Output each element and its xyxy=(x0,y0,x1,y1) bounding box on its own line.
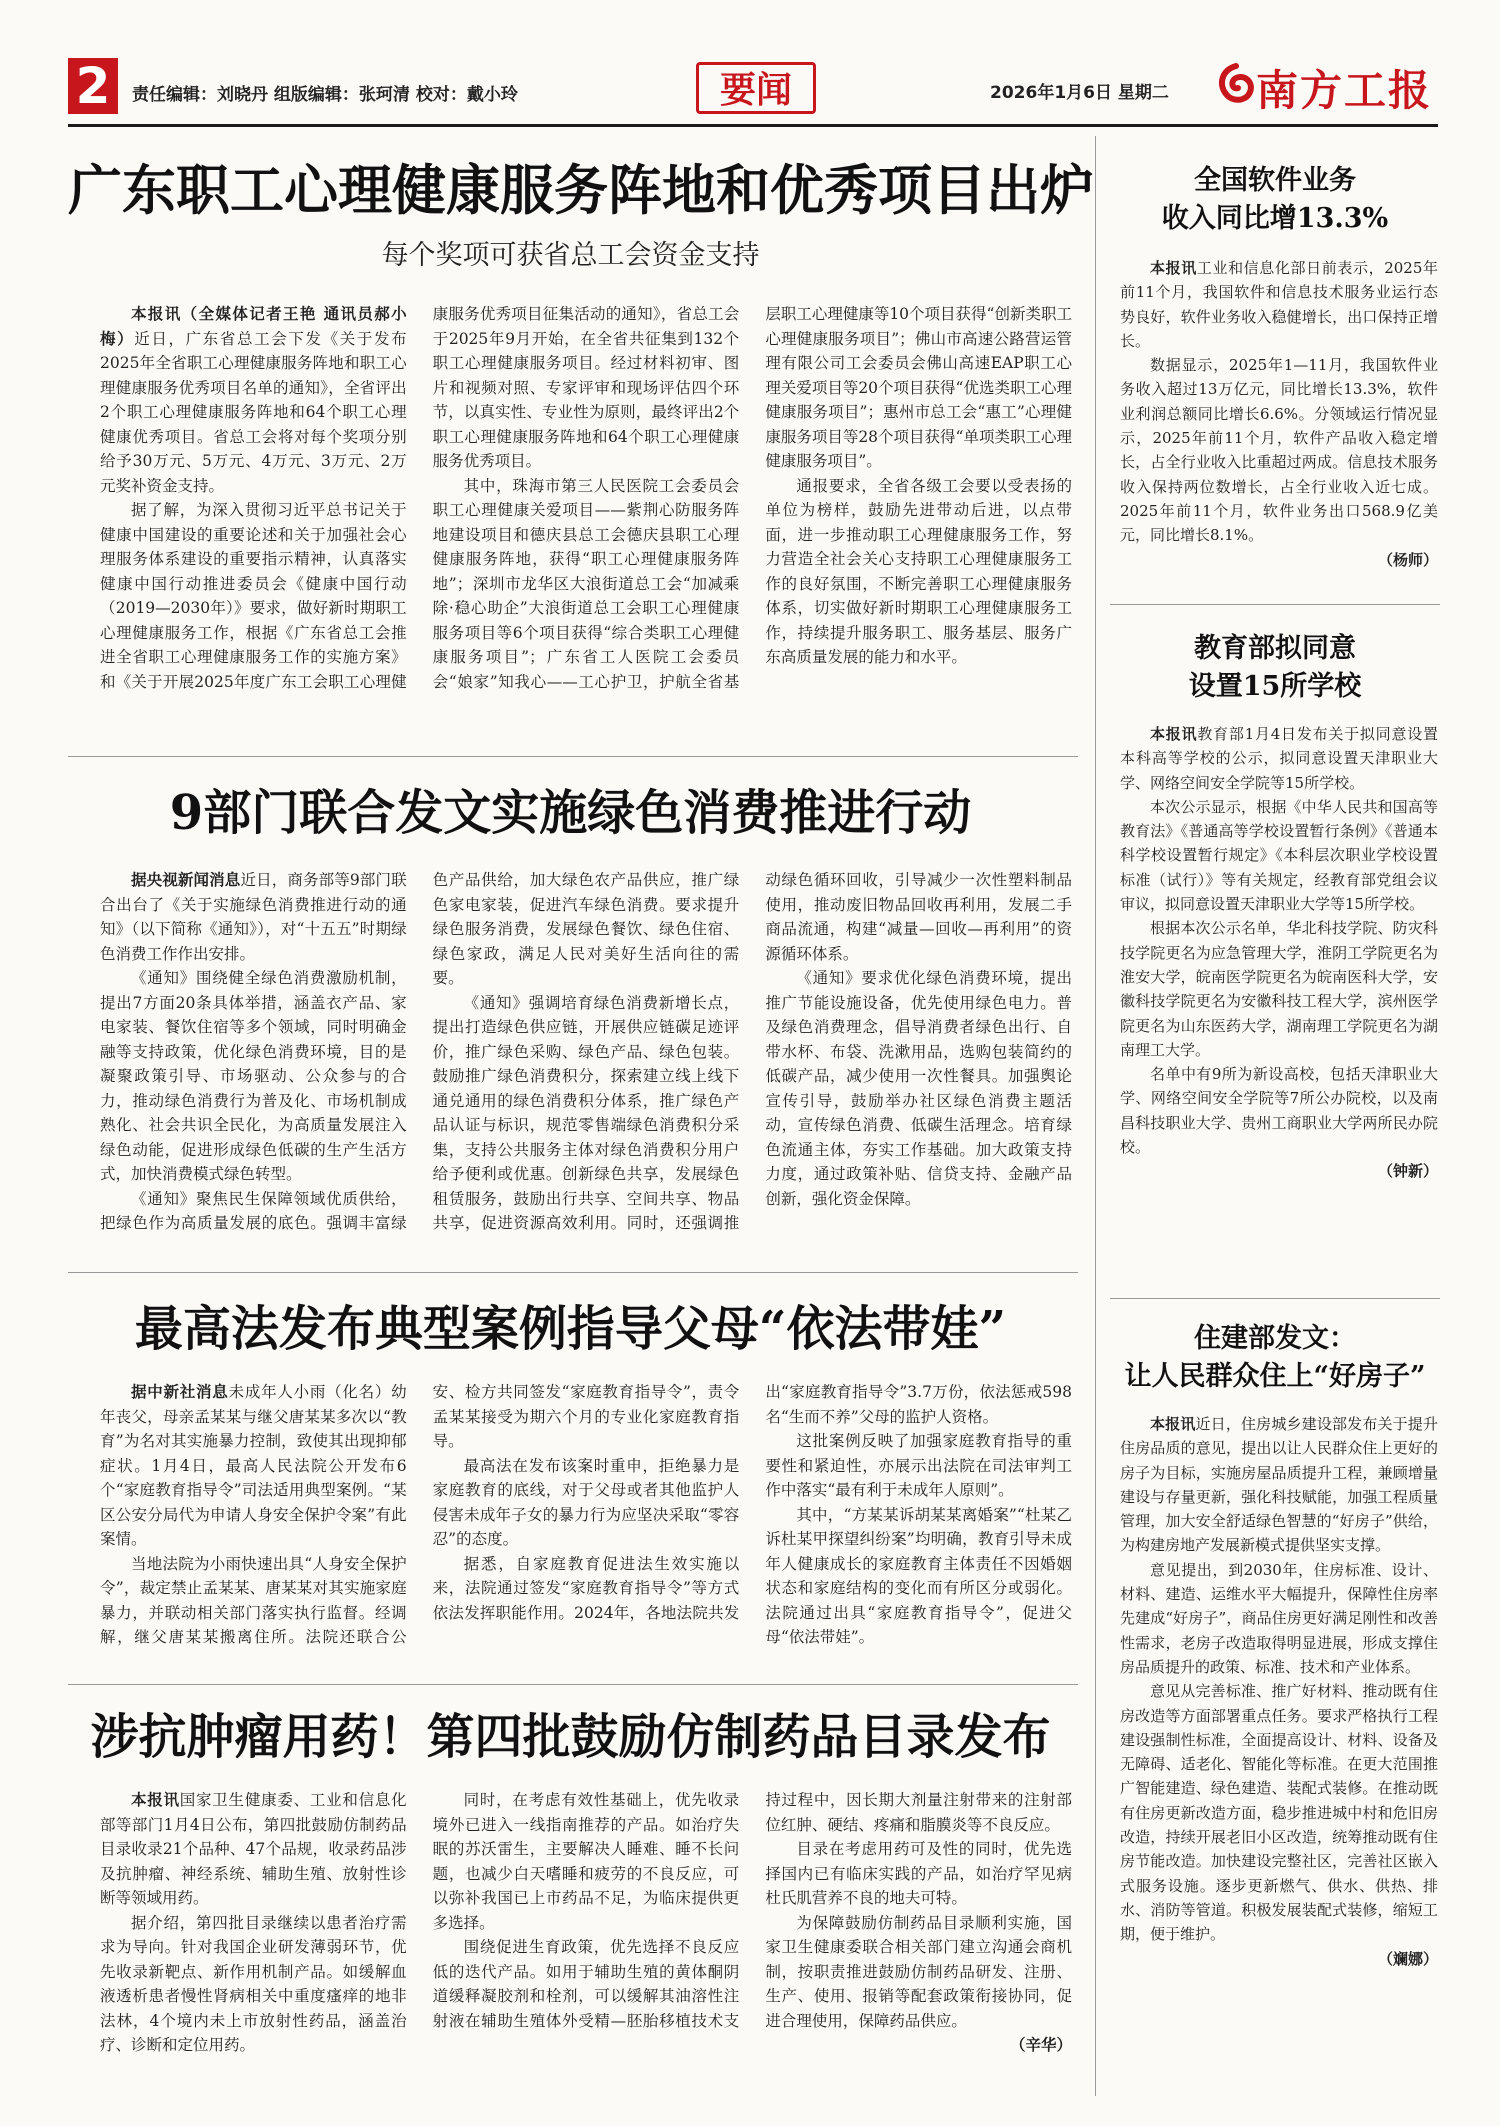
page-header xyxy=(68,58,1438,120)
article-1-body xyxy=(100,302,1072,740)
article-2-headline: 9部门联合发文实施绿色消费推进行动 xyxy=(169,785,972,841)
sidebar-3-paragraph: 意见提出，到2030年，住房标准、设计、材料、建造、运维水平大幅提升，保障性住房率先建成“好房子”，商品住房更好满足刚性和改善性需求，老房子改造取得明显进展，形成支撑住房品质提升的政策、标准、技术和产业体系。 xyxy=(1120,1560,1438,1676)
sidebar-2-title-line1: 教育部拟同意 xyxy=(1194,633,1356,664)
section-rule xyxy=(68,1684,1078,1685)
sidebar-2-lead: 本报讯 xyxy=(1150,725,1198,743)
article-1-headline: 广东职工心理健康服务阵地和优秀项目出炉 xyxy=(68,158,1094,222)
sidebar-1-lead: 本报讯 xyxy=(1150,259,1197,277)
sidebar-2-byline: （钟新） xyxy=(1377,1162,1438,1181)
article-1-paragraph: 据了解，为深入贯彻习近平总书记关于健康中国建设的重要论述和关于加强社会心理服务体系建设的重要指示精神，认真落实健康中国行动推进委员会《健康中国行动（2019—2030年）》要求，做好新时期职工心理健康服务工作，根据《广东省总工会推进全省职工心理健康服务工作的实施方案》和《关于开展2025年度广东工会职工心理健康服务优秀项目征集活动的通知》，省总工会于2025年9月开始，在全省共征集到132个职工心理健康服务项目。经过材料初审、图片和视频对照、专家评审和现场评估四个环节，以真实性、专业性为原则，最终评出2个职工心理健康服务阵地和64个职工心理健康服务优秀项目。 xyxy=(100,305,740,691)
sidebar-1-title-line2: 收入同比增13.3% xyxy=(1161,203,1389,234)
sidebar-2-title-line2: 设置15所学校 xyxy=(1188,671,1362,702)
swirl-logo-icon xyxy=(1216,62,1256,110)
article-3-paragraph: 当地法院为小雨快速出具“人身安全保护令”，裁定禁止孟某某、唐某某对其实施家庭暴力，并联动相关部门落实执行监督。经调解，继父唐某某搬离住所。法院还联合公安、检方共同签发“家庭教育指导令”，责令孟某某接受为期六个月的专业化家庭教育指导。 xyxy=(100,1383,740,1646)
sidebar-3-lead: 本报讯 xyxy=(1150,1415,1196,1433)
article-1-lead: 本报讯（全媒体记者王艳 通讯员郝小梅） xyxy=(100,305,407,348)
article-1-subhead: 每个奖项可获省总工会资金支持 xyxy=(381,240,760,271)
sidebar-1-title-line1: 全国软件业务 xyxy=(1194,165,1356,196)
article-2-paragraph: 近日，商务部等9部门联合出台了《关于实施绿色消费推进行动的通知》（以下简称《通知》），对“十五五”时期绿色消费工作作出安排。 xyxy=(100,871,407,963)
section-tag: 要闻 xyxy=(696,62,816,114)
article-4-paragraph: 围绕促进生育政策，优先选择不良反应低的迭代产品。如用于辅助生殖的黄体酮阴道缓释凝胶剂和栓剂，可以缓解其油溶性注射液在辅助生殖体外受精—胚胎移植技术支持过程中，因长期大剂量注射带来的注射部位红肿、硬结、疼痛和脂膜炎等不良反应。 xyxy=(432,1791,1072,2030)
article-2-paragraph: 《通知》围绕健全绿色消费激励机制，提出7方面20条具体举措，涵盖衣产品、家电家装、餐饮住宿等多个领域，同时明确金融等支持政策，优化绿色消费环境，目的是凝聚政策引导、市场驱动、公众参与的合力，推动绿色消费行为普及化、市场机制成熟化、社会共识全民化，为高质量发展注入绿色动能，促进形成绿色低碳的生产生活方式，加快消费模式绿色转型。 xyxy=(100,969,407,1183)
article-3-paragraph: 最高法在发布该案时重申，拒绝暴力是家庭教育的底线，对于父母或者其他监护人侵害未成年子女的暴力行为应坚决采取“零容忍”的态度。 xyxy=(432,1456,740,1548)
article-2-body xyxy=(100,868,1072,1258)
article-2-lead: 据央视新闻消息 xyxy=(131,871,241,889)
sidebar-3-title-line2: 让人民群众住上“好房子” xyxy=(1124,1361,1426,1392)
section-rule xyxy=(68,756,1078,757)
sidebar-3-paragraph: 意见从完善标准、推广好材料、推动既有住房改造等方面部署重点任务。要求严格执行工程建设强制性标准，全面提高设计、材料、设备及无障碍、适老化、智能化等标准。在更大范围推广智能建造、绿色建造、装配式装修。在推动既有住房更新改造方面，稳步推进城中村和危旧房改造，持续开展老旧小区改造，统筹推动既有住房节能改造。加快建设完整社区，完善社区嵌入式服务设施。逐步更新燃气、供水、供热、排水、消防等管道。积极发展装配式装修，缩短工期，便于维护。 xyxy=(1120,1682,1438,1944)
sidebar-3-title-line1: 住建部发文： xyxy=(1194,1323,1356,1354)
article-3-body xyxy=(100,1380,1072,1672)
article-3-paragraph: 据悉，自家庭教育促进法生效实施以来，法院通过签发“家庭教育指导令”等方式依法发挥职能作用。2024年，各地法院共发出“家庭教育指导令”3.7万份，依法惩戒598名“生而不养”父母的监护人资格。 xyxy=(432,1383,1072,1622)
sidebar-1-body xyxy=(1120,256,1438,596)
sidebar-2-paragraph: 教育部1月4日发布关于拟同意设置本科高等学校的公示，拟同意设置天津职业大学、网络空间安全学院等15所学校。 xyxy=(1120,725,1438,792)
article-4-paragraph: 目录在考虑用药可及性的同时，优先选择国内已有临床实践的产品，如治疗罕见病杜氏肌营养不良的地夫可特。 xyxy=(765,1840,1072,1907)
article-4-lead: 本报讯 xyxy=(131,1791,180,1809)
article-4-body xyxy=(100,1788,1072,2094)
article-3-paragraph: 其中，“方某某诉胡某某离婚案”“杜某乙诉杜某甲探望纠纷案”均明确，教育引导未成年人健康成长的家庭教育主体责任不因婚姻状态和家庭结构的变化而有所区分或弱化。法院通过出具“家庭教育指导令”，促进父母“依法带娃”。 xyxy=(765,1505,1072,1646)
article-4-paragraph: 国家卫生健康委、工业和信息化部等部门1月4日公布，第四批鼓励仿制药品目录收录21个品种、47个品规，收录药品涉及抗肿瘤、神经系统、辅助生殖、放射性诊断等领域用药。 xyxy=(100,1791,407,1907)
sidebar-2-paragraph: 根据本次公示名单，华北科技学院、防灾科技学院更名为应急管理大学，淮阴工学院更名为淮安大学，皖南医学院更名为皖南医科大学，安徽科技学院更名为安徽科技工程大学，滨州医学院更名为山东医药大学，湖南理工学院更名为湖南理工大学。 xyxy=(1120,919,1438,1059)
article-1-paragraph: 通报要求，全省各级工会要以受表扬的单位为榜样，鼓励先进带动后进，以点带面，进一步推动职工心理健康服务工作，努力营造全社会关心支持职工心理健康服务工作的良好氛围，不断完善职工心理健康服务体系，切实做好新时期职工心理健康服务工作，持续提升服务职工、服务基层、服务广东高质量发展的能力和水平。 xyxy=(765,476,1072,666)
article-3-lead: 据中新社消息 xyxy=(131,1383,229,1401)
column-divider xyxy=(1095,136,1096,2096)
sidebar-1-paragraph: 工业和信息化部日前表示，2025年前11个月，我国软件和信息技术服务业运行态势良好，软件业务收入稳健增长，出口保持正增长。 xyxy=(1120,259,1438,350)
article-4-headline: 涉抗肿瘤用药！第四批鼓励仿制药品目录发布 xyxy=(90,1709,1051,1765)
sidebar-2-paragraph: 本次公示显示，根据《中华人民共和国高等教育法》《普通高等学校设置暂行条例》《普通本科学校设置暂行规定》《本科层次职业学校设置标准（试行）》等有关规定，经教育部党组会议审议，拟同意设置天津职业大学等15所学校。 xyxy=(1120,797,1438,914)
sidebar-2-paragraph: 名单中有9所为新设高校，包括天津职业大学、网络空间安全学院等7所公办院校，以及南昌科技职业大学、贵州工商职业大学两所民办院校。 xyxy=(1120,1065,1438,1157)
article-3-paragraph: 未成年人小雨（化名）幼年丧父，母亲孟某某与继父唐某某多次以“教育”为名对其实施暴力控制，致使其出现抑郁症状。1月4日，最高人民法院公开发布6个“家庭教育指导令”司法适用典型案例。“某区公安分局代为申请人身安全保护令案”有此案情。 xyxy=(100,1383,407,1548)
article-1-paragraph: 其中，珠海市第三人民医院工会委员会职工心理健康关爱项目——紫荆心防服务阵地建设项目和德庆县总工会德庆县职工心理健康服务阵地，获得“职工心理健康服务阵地”；深圳市龙华区大浪街道总工会“加减乘除·稳心助企”大浪街道总工会职工心理健康服务项目等6个项目获得“综合类职工心理健康服务项目”；广东省工人医院工会委员会“娘家”知我心——工心护卫，护航全省基层职工心理健康等10个项目获得“创新类职工心理健康服务项目”；佛山市高速公路营运管理有限公司工会委员会佛山高速EAP职工心理关爱项目等20个项目获得“优选类职工心理健康服务项目”；惠州市总工会“惠工”心理健康服务项目等28个项目获得“单项类职工心理健康服务项目”。 xyxy=(432,305,1072,691)
article-3-headline: 最高法发布典型案例指导父母“依法带娃” xyxy=(134,1301,1007,1357)
article-2-paragraph: 《通知》要求优化绿色消费环境，提出推广节能设施设备，优先使用绿色电力。普及绿色消费理念，倡导消费者绿色出行、自带水杯、布袋、洗漱用品，选购包装简约的低碳产品，减少使用一次性餐具。加强舆论宣传引导，鼓励举办社区绿色消费主题活动，宣传绿色消费、低碳生活理念。培育绿色流通主体，夯实工作基础。加大政策支持力度，通过政策补贴、信贷支持、金融产品创新，强化资金保障。 xyxy=(765,969,1072,1208)
article-4-paragraph: 同时，在考虑有效性基础上，优先收录境外已进入一线指南推荐的产品。如治疗失眠的苏沃雷生，主要解决人睡难、睡不长问题，也减少白天嗜睡和疲劳的不良反应，可以弥补我国已上市药品不足，为临床提供更多选择。 xyxy=(432,1791,740,1932)
page-number-badge: 2 xyxy=(68,58,118,114)
sidebar-2-body xyxy=(1120,722,1438,1288)
sidebar-3-byline: （斓娜） xyxy=(1377,1949,1438,1968)
section-rule xyxy=(1110,1298,1440,1299)
sidebar-3-body xyxy=(1120,1412,1438,2096)
article-4-paragraph: 为保障鼓励仿制药品目录顺利实施，国家卫生健康委联合相关部门建立沟通会商机制，按职责推进鼓励仿制药品研发、注册、生产、使用、报销等配套政策衔接协同，促进合理使用，保障药品供应。 xyxy=(765,1913,1072,2030)
article-2-paragraph: 《通知》聚焦民生保障领域优质供给，把绿色作为高质量发展的底色。强调丰富绿色产品供给，加大绿色农产品供应，推广绿色家电家装，促进汽车绿色消费。要求提升绿色服务消费，发展绿色餐饮、绿色住宿、绿色家政，满足人民对美好生活向往的需要。 xyxy=(100,871,740,1232)
editor-credits: 责任编辑：刘晓丹 组版编辑：张珂清 校对：戴小玲 xyxy=(132,85,518,105)
article-1-paragraph: 近日，广东省总工会下发《关于发布2025年全省职工心理健康服务阵地和职工心理健康服务优秀项目名单的通知》，全省评出2个职工心理健康服务阵地和64个职工心理健康优秀项目。省总工会将对每个奖项分别给予30万元、5万元、4万元、3万元、2万元奖补资金支持。 xyxy=(100,329,407,495)
section-rule xyxy=(68,1272,1078,1273)
header-rule xyxy=(68,124,1438,127)
sidebar-1-byline: （杨师） xyxy=(1377,550,1438,569)
sidebar-1-paragraph: 数据显示，2025年1—11月，我国软件业务收入超过13万亿元，同比增长13.3%，软件业利润总额同比增长6.6%。分领域运行情况显示，2025年前11个月，软件产品收入稳定增长，占全行业收入比重超过两成。信息技术服务收入保持两位数增长，占全行业收入近七成。2025年前11个月，软件业务出口568.9亿美元，同比增长8.1%。 xyxy=(1120,356,1438,545)
sidebar-3-paragraph: 近日，住房城乡建设部发布关于提升住房品质的意见，提出以让人民群众住上更好的房子为目标，实施房屋品质提升工程，兼顾增量建设与存量更新，强化科技赋能，加强工程质量管理，加大安全舒适绿色智慧的“好房子”供给，为构建房地产发展新模式提供坚实支撑。 xyxy=(1120,1415,1438,1555)
section-rule xyxy=(1110,604,1440,605)
article-4-byline: （辛华） xyxy=(1009,2036,1072,2054)
issue-date: 2026年1月6日 星期二 xyxy=(990,83,1169,103)
article-4-paragraph: 据介绍，第四批目录继续以患者治疗需求为导向。针对我国企业研发薄弱环节，优先收录新靶点、新作用机制产品。如缓解血液透析患者慢性肾病相关中重度瘙痒的地非法林，4个境内未上市放射性药品，涵盖治疗、诊断和定位用药。 xyxy=(100,1913,407,2054)
article-3-paragraph: 这批案例反映了加强家庭教育指导的重要性和紧迫性，亦展示出法院在司法审判工作中落实“最有利于未成年人原则”。 xyxy=(765,1432,1072,1499)
article-2-paragraph: 《通知》强调培育绿色消费新增长点，提出打造绿色供应链，开展供应链碳足迹评价，推广绿色采购、绿色产品、绿色包装。鼓励推广绿色消费积分，探索建立线上线下通兑通用的绿色消费积分体系，推广绿色产品认证与标识，规范零售端绿色消费积分采集，支持公共服务主体对绿色消费积分用户给予便利或优惠。创新绿色共享，发展绿色租赁服务，鼓励出行共享、空间共享、物品共享，促进资源高效利用。同时，还强调推动绿色循环回收，引导减少一次性塑料制品使用，推动废旧物品回收再利用，发展二手商品流通，构建“减量—回收—再利用”的资源循环体系。 xyxy=(432,871,1072,1232)
masthead-logo: 南方工报 xyxy=(1256,66,1433,115)
